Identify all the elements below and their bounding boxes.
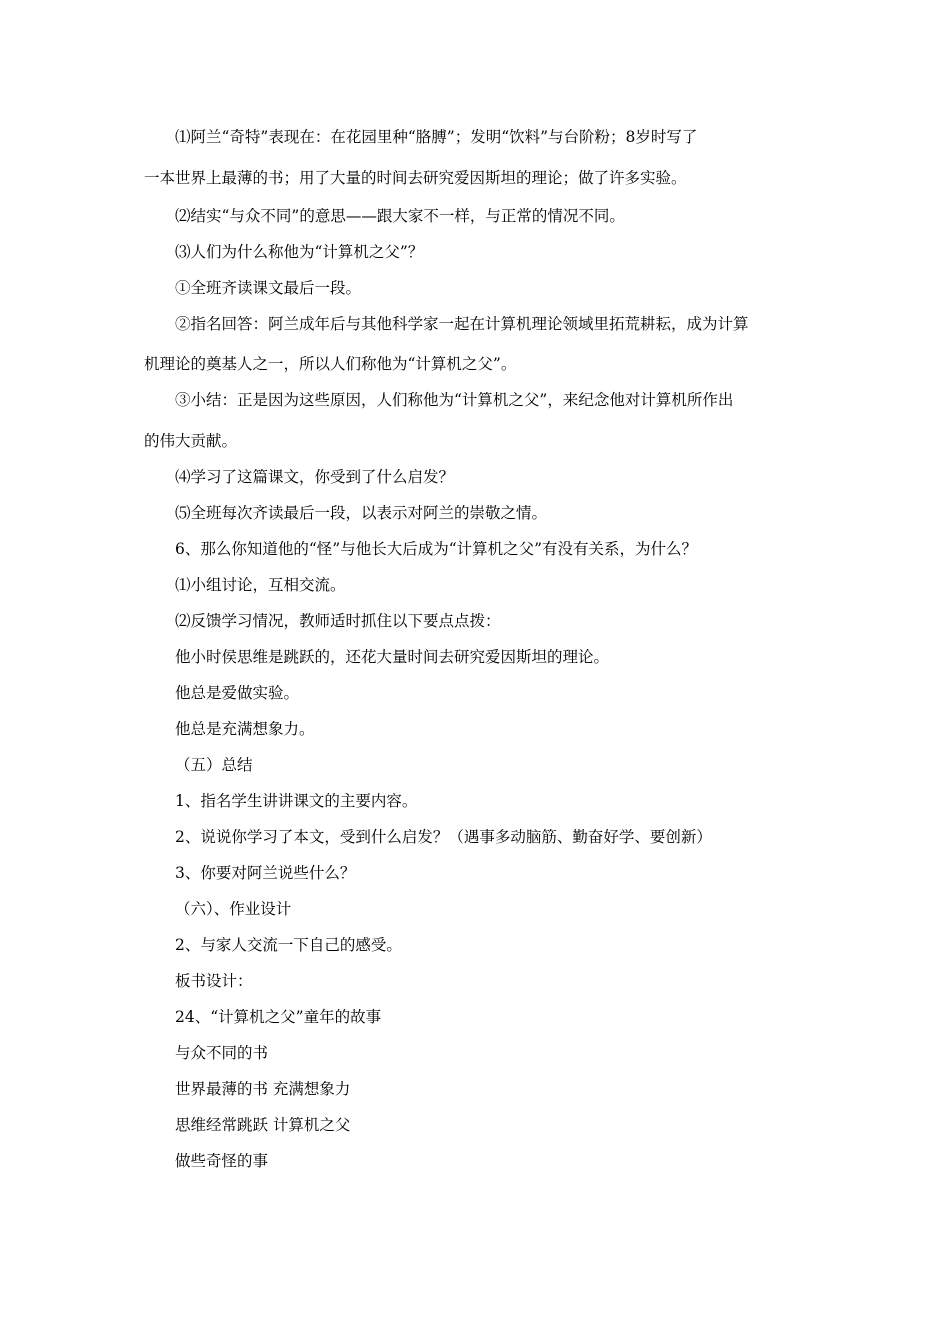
paragraph-line: 他总是爱做实验。 (175, 684, 300, 702)
board-design-line: 世界最薄的书 充满想象力 (175, 1080, 351, 1098)
board-design-line: 思维经常跳跃 计算机之父 (175, 1116, 351, 1134)
board-design-line: 与众不同的书 (175, 1044, 269, 1062)
paragraph-line: ③小结：正是因为这些原因，人们称他为“计算机之父”，来纪念他对计算机所作出 (175, 391, 734, 409)
paragraph-line: 2、与家人交流一下自己的感受。 (175, 936, 402, 954)
section-heading: （六）、作业设计 (175, 900, 292, 918)
paragraph-line: 3、你要对阿兰说些什么？ (175, 864, 356, 882)
paragraph-line: 2、说说你学习了本文，受到什么启发？（遇事多动脑筋、勤奋好学、要创新） (175, 828, 712, 846)
paragraph-line: 他总是充满想象力。 (175, 720, 315, 738)
paragraph-line: 的伟大贡献。 (144, 432, 238, 450)
paragraph-line: 1、指名学生讲讲课文的主要内容。 (175, 792, 418, 810)
paragraph-line: 一本世界上最薄的书；用了大量的时间去研究爱因斯坦的理论；做了许多实验。 (144, 169, 687, 187)
board-design-line: 做些奇怪的事 (175, 1152, 269, 1170)
paragraph-line: ⑶人们为什么称他为“计算机之父”？ (175, 243, 424, 261)
paragraph-line: ⑸全班每次齐读最后一段，以表示对阿兰的崇敬之情。 (175, 504, 548, 522)
paragraph-line: 机理论的奠基人之一，所以人们称他为“计算机之父”。 (144, 355, 517, 373)
paragraph-line: 他小时侯思维是跳跃的，还花大量时间去研究爱因斯坦的理论。 (175, 648, 610, 666)
paragraph-line: ⑵结实“与众不同”的意思——跟大家不一样，与正常的情况不同。 (175, 207, 625, 225)
paragraph-line: ①全班齐读课文最后一段。 (175, 279, 362, 297)
paragraph-line: 6、那么你知道他的“怪”与他长大后成为“计算机之父”有没有关系，为什么？ (175, 540, 698, 558)
paragraph-line: ⑵反馈学习情况，教师适时抓住以下要点点拨： (175, 612, 501, 630)
section-heading: （五）总结 (175, 756, 253, 774)
paragraph-line: ⑷学习了这篇课文，你受到了什么启发？ (175, 468, 455, 486)
board-design-line: 24、“计算机之父”童年的故事 (175, 1008, 382, 1026)
paragraph-line: ⑴小组讨论，互相交流。 (175, 576, 346, 594)
paragraph-line: ⑴阿兰“奇特”表现在：在花园里种“胳膊”；发明“饮料”与台阶粉；8岁时写了 (175, 128, 698, 146)
paragraph-line: ②指名回答：阿兰成年后与其他科学家一起在计算机理论领域里拓荒耕耘，成为计算 (175, 315, 749, 333)
board-design-heading: 板书设计： (175, 972, 253, 990)
